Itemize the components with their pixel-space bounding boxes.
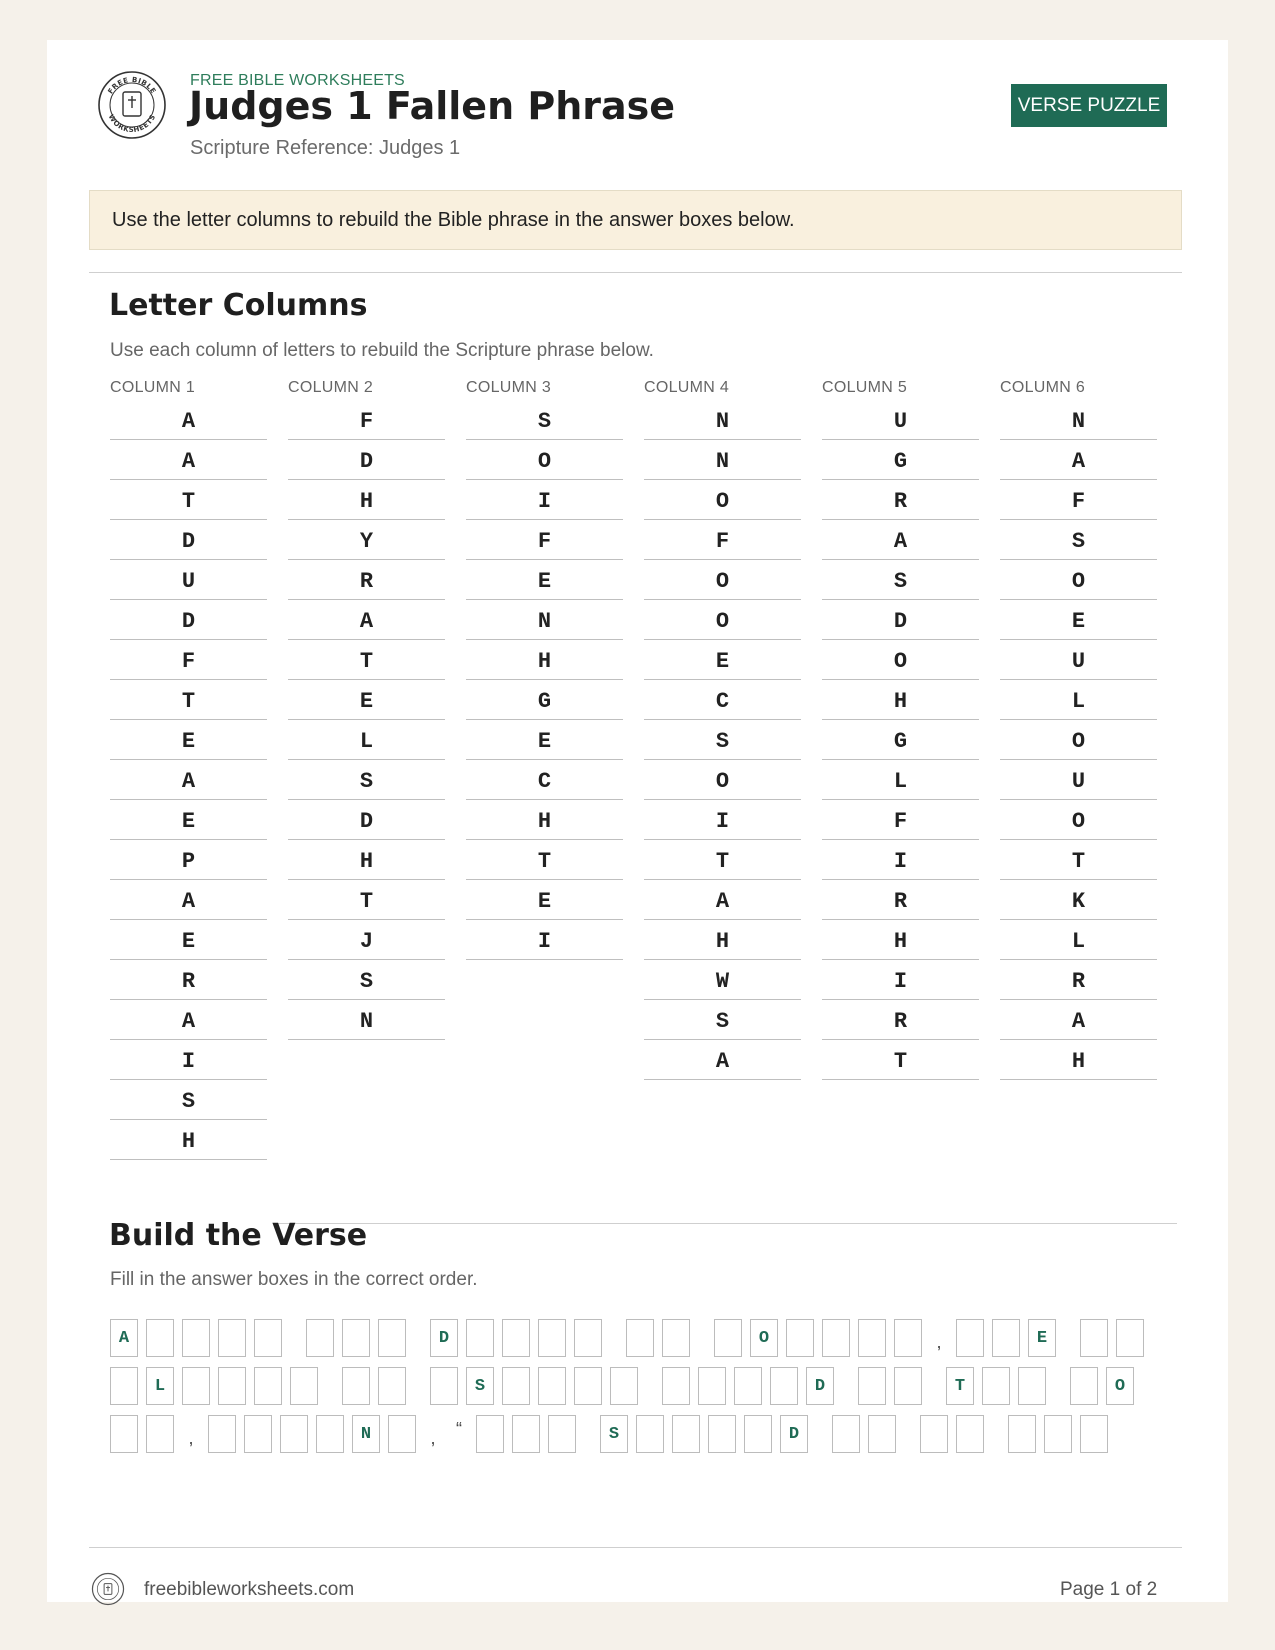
answer-box[interactable]	[982, 1367, 1010, 1405]
column-letter: D	[110, 601, 267, 640]
column-letter: I	[110, 1041, 267, 1080]
page-number: Page 1 of 2	[1060, 1579, 1158, 1600]
column-letter: R	[822, 1001, 979, 1040]
answer-box[interactable]	[1116, 1319, 1144, 1357]
column-letter: H	[110, 1121, 267, 1160]
column-letter: D	[288, 441, 445, 480]
svg-text:FREE BIBLE: FREE BIBLE	[106, 75, 158, 96]
column-letter: O	[644, 601, 801, 640]
answer-box-hint[interactable]: S	[466, 1367, 494, 1405]
brand-label: FREE BIBLE WORKSHEETS	[190, 72, 405, 89]
answer-box[interactable]	[858, 1319, 886, 1357]
answer-box[interactable]	[1070, 1367, 1098, 1405]
column-letter: G	[466, 681, 623, 720]
answer-box[interactable]	[316, 1415, 344, 1453]
page-title: Judges 1 Fallen Phrase	[189, 84, 676, 128]
answer-box[interactable]	[208, 1415, 236, 1453]
column-letter: R	[822, 881, 979, 920]
column-letter: H	[466, 641, 623, 680]
column-letter: I	[466, 481, 623, 520]
answer-box[interactable]	[466, 1319, 494, 1357]
column-letter: O	[1000, 561, 1157, 600]
answer-box[interactable]	[858, 1367, 886, 1405]
build-verse-heading: Build the Verse	[109, 1218, 368, 1253]
column-letter: H	[288, 841, 445, 880]
answer-box-hint[interactable]: A	[110, 1319, 138, 1357]
column-letter: S	[288, 761, 445, 800]
footer-divider	[89, 1547, 1182, 1548]
answer-box[interactable]	[538, 1367, 566, 1405]
answer-box[interactable]	[254, 1319, 282, 1357]
comma-mark: ,	[430, 1428, 436, 1448]
column-letter: F	[110, 641, 267, 680]
column-letter: R	[110, 961, 267, 1000]
answer-box[interactable]	[146, 1319, 174, 1357]
answer-box[interactable]	[182, 1367, 210, 1405]
answer-box[interactable]	[218, 1319, 246, 1357]
column-letter: D	[822, 601, 979, 640]
column-letter: E	[1000, 601, 1157, 640]
column-letter: A	[110, 881, 267, 920]
column-letter: S	[644, 1001, 801, 1040]
column-letter: U	[110, 561, 267, 600]
answer-box[interactable]	[626, 1319, 654, 1357]
answer-box[interactable]	[786, 1319, 814, 1357]
column-letter: J	[288, 921, 445, 960]
answer-box[interactable]	[342, 1319, 370, 1357]
answer-box[interactable]	[218, 1367, 246, 1405]
column-header: COLUMN 5	[822, 379, 908, 396]
answer-box[interactable]	[636, 1415, 664, 1453]
column-letter: A	[110, 441, 267, 480]
answer-box[interactable]	[992, 1319, 1020, 1357]
column-letter: D	[110, 521, 267, 560]
column-letter: E	[466, 881, 623, 920]
column-letter: C	[644, 681, 801, 720]
svg-text:WORKSHEETS: WORKSHEETS	[106, 113, 158, 135]
comma-mark: ,	[188, 1428, 194, 1448]
column-letter: P	[110, 841, 267, 880]
column-letter: S	[822, 561, 979, 600]
answer-box[interactable]	[662, 1319, 690, 1357]
column-letter: N	[644, 401, 801, 440]
column-letter: O	[644, 561, 801, 600]
column-letter: O	[1000, 721, 1157, 760]
answer-box[interactable]	[708, 1415, 736, 1453]
column-letter: D	[288, 801, 445, 840]
letter-columns-heading: Letter Columns	[109, 288, 368, 323]
column-letter: S	[1000, 521, 1157, 560]
column-letter: H	[644, 921, 801, 960]
column-letter: F	[644, 521, 801, 560]
column-letter: A	[110, 401, 267, 440]
answer-box[interactable]	[110, 1367, 138, 1405]
column-letter: T	[288, 881, 445, 920]
column-letter: E	[110, 721, 267, 760]
column-letter: O	[822, 641, 979, 680]
column-letter: H	[466, 801, 623, 840]
column-letter: T	[822, 1041, 979, 1080]
answer-box[interactable]	[378, 1319, 406, 1357]
answer-box-hint[interactable]: E	[1028, 1319, 1056, 1357]
logo-seal-icon	[97, 70, 167, 140]
column-letter: F	[822, 801, 979, 840]
column-letter: W	[644, 961, 801, 1000]
column-letter: A	[822, 521, 979, 560]
instructions-box	[89, 190, 1182, 250]
column-letter: R	[822, 481, 979, 520]
divider	[89, 272, 1182, 273]
answer-box[interactable]	[956, 1319, 984, 1357]
column-letter: H	[822, 681, 979, 720]
column-letter: S	[288, 961, 445, 1000]
footer-site-link[interactable]: freebibleworksheets.com	[144, 1579, 355, 1600]
column-header: COLUMN 3	[466, 379, 552, 396]
column-letter: O	[1000, 801, 1157, 840]
answer-box-hint[interactable]: D	[780, 1415, 808, 1453]
answer-box[interactable]	[244, 1415, 272, 1453]
footer-logo-icon	[91, 1572, 125, 1606]
answer-box[interactable]	[1018, 1367, 1046, 1405]
column-letter: U	[1000, 761, 1157, 800]
answer-box-hint[interactable]: O	[750, 1319, 778, 1357]
column-letter: H	[1000, 1041, 1157, 1080]
column-letter: T	[466, 841, 623, 880]
column-letter: T	[1000, 841, 1157, 880]
column-letter: I	[466, 921, 623, 960]
column-letter: U	[1000, 641, 1157, 680]
column-letter: K	[1000, 881, 1157, 920]
answer-box[interactable]	[1080, 1319, 1108, 1357]
answer-box[interactable]	[342, 1367, 370, 1405]
column-letter: A	[110, 761, 267, 800]
answer-box[interactable]	[110, 1415, 138, 1453]
column-letter: F	[288, 401, 445, 440]
column-letter: E	[110, 921, 267, 960]
answer-box[interactable]	[744, 1415, 772, 1453]
answer-box-hint[interactable]: N	[352, 1415, 380, 1453]
answer-box[interactable]	[430, 1367, 458, 1405]
answer-box[interactable]	[502, 1367, 530, 1405]
divider	[277, 1223, 1177, 1224]
worksheet-page	[47, 40, 1228, 1602]
column-letter: A	[288, 601, 445, 640]
answer-box[interactable]	[920, 1415, 948, 1453]
column-letter: N	[466, 601, 623, 640]
column-letter: O	[644, 481, 801, 520]
answer-box[interactable]	[146, 1415, 174, 1453]
answer-box[interactable]	[502, 1319, 530, 1357]
answer-box[interactable]	[512, 1415, 540, 1453]
comma-mark: ,	[936, 1332, 942, 1352]
answer-box[interactable]	[832, 1415, 860, 1453]
answer-box[interactable]	[1044, 1415, 1072, 1453]
column-letter: F	[466, 521, 623, 560]
column-header: COLUMN 4	[644, 379, 730, 396]
instructions-text: Use the letter columns to rebuild the Bible phrase in the answer boxes below.	[112, 208, 795, 231]
column-letter: L	[1000, 921, 1157, 960]
column-letter: T	[110, 481, 267, 520]
answer-box[interactable]	[672, 1415, 700, 1453]
answer-box[interactable]	[574, 1367, 602, 1405]
column-letter: F	[1000, 481, 1157, 520]
answer-box[interactable]	[610, 1367, 638, 1405]
answer-box[interactable]	[574, 1319, 602, 1357]
letter-columns-subtitle: Use each column of letters to rebuild the Scripture phrase below.	[110, 340, 654, 361]
answer-box-hint[interactable]: T	[946, 1367, 974, 1405]
column-letter: I	[822, 961, 979, 1000]
answer-box[interactable]	[306, 1319, 334, 1357]
column-letter: A	[644, 881, 801, 920]
column-letter: T	[110, 681, 267, 720]
column-letter: N	[288, 1001, 445, 1040]
column-letter: E	[110, 801, 267, 840]
answer-box[interactable]	[714, 1319, 742, 1357]
column-letter: E	[466, 561, 623, 600]
column-letter: T	[288, 641, 445, 680]
column-letter: H	[288, 481, 445, 520]
answer-box-hint[interactable]: S	[600, 1415, 628, 1453]
column-letter: I	[644, 801, 801, 840]
build-verse-subtitle: Fill in the answer boxes in the correct order.	[110, 1269, 478, 1290]
column-header: COLUMN 1	[110, 379, 196, 396]
answer-box-hint[interactable]: O	[1106, 1367, 1134, 1405]
verse-puzzle-badge: VERSE PUZZLE	[1011, 84, 1167, 127]
answer-box[interactable]	[290, 1367, 318, 1405]
column-letter: C	[466, 761, 623, 800]
answer-box[interactable]	[254, 1367, 282, 1405]
answer-box[interactable]	[538, 1319, 566, 1357]
column-letter: S	[466, 401, 623, 440]
column-header: COLUMN 6	[1000, 379, 1086, 396]
column-letter: S	[110, 1081, 267, 1120]
column-letter: O	[644, 761, 801, 800]
column-letter: E	[288, 681, 445, 720]
answer-box[interactable]	[388, 1415, 416, 1453]
column-letter: A	[1000, 1001, 1157, 1040]
column-letter: N	[1000, 401, 1157, 440]
answer-box[interactable]	[894, 1319, 922, 1357]
column-letter: R	[288, 561, 445, 600]
column-letter: N	[644, 441, 801, 480]
answer-box[interactable]	[822, 1319, 850, 1357]
column-letter: L	[288, 721, 445, 760]
answer-box[interactable]	[476, 1415, 504, 1453]
answer-box[interactable]	[868, 1415, 896, 1453]
column-letter: L	[822, 761, 979, 800]
column-letter: I	[822, 841, 979, 880]
answer-box[interactable]	[662, 1367, 690, 1405]
column-letter: R	[1000, 961, 1157, 1000]
answer-box[interactable]	[378, 1367, 406, 1405]
column-letter: L	[1000, 681, 1157, 720]
column-letter: A	[110, 1001, 267, 1040]
answer-box[interactable]	[956, 1415, 984, 1453]
answer-box[interactable]	[894, 1367, 922, 1405]
column-letter: E	[644, 641, 801, 680]
column-letter: Y	[288, 521, 445, 560]
column-letter: G	[822, 721, 979, 760]
column-header: COLUMN 2	[288, 379, 374, 396]
column-letter: A	[1000, 441, 1157, 480]
answer-box-hint[interactable]: L	[146, 1367, 174, 1405]
open-quote-mark: “	[456, 1419, 462, 1439]
answer-box[interactable]	[280, 1415, 308, 1453]
answer-box[interactable]	[548, 1415, 576, 1453]
column-letter: E	[466, 721, 623, 760]
column-letter: G	[822, 441, 979, 480]
answer-box[interactable]	[1008, 1415, 1036, 1453]
answer-box-hint[interactable]: D	[806, 1367, 834, 1405]
column-letter: S	[644, 721, 801, 760]
column-letter: O	[466, 441, 623, 480]
answer-box[interactable]	[1080, 1415, 1108, 1453]
answer-box[interactable]	[734, 1367, 762, 1405]
answer-box[interactable]	[770, 1367, 798, 1405]
answer-box-hint[interactable]: D	[430, 1319, 458, 1357]
column-letter: A	[644, 1041, 801, 1080]
column-letter: U	[822, 401, 979, 440]
answer-box[interactable]	[182, 1319, 210, 1357]
column-letter: H	[822, 921, 979, 960]
column-letter: T	[644, 841, 801, 880]
answer-box[interactable]	[698, 1367, 726, 1405]
scripture-reference: Scripture Reference: Judges 1	[190, 137, 461, 159]
